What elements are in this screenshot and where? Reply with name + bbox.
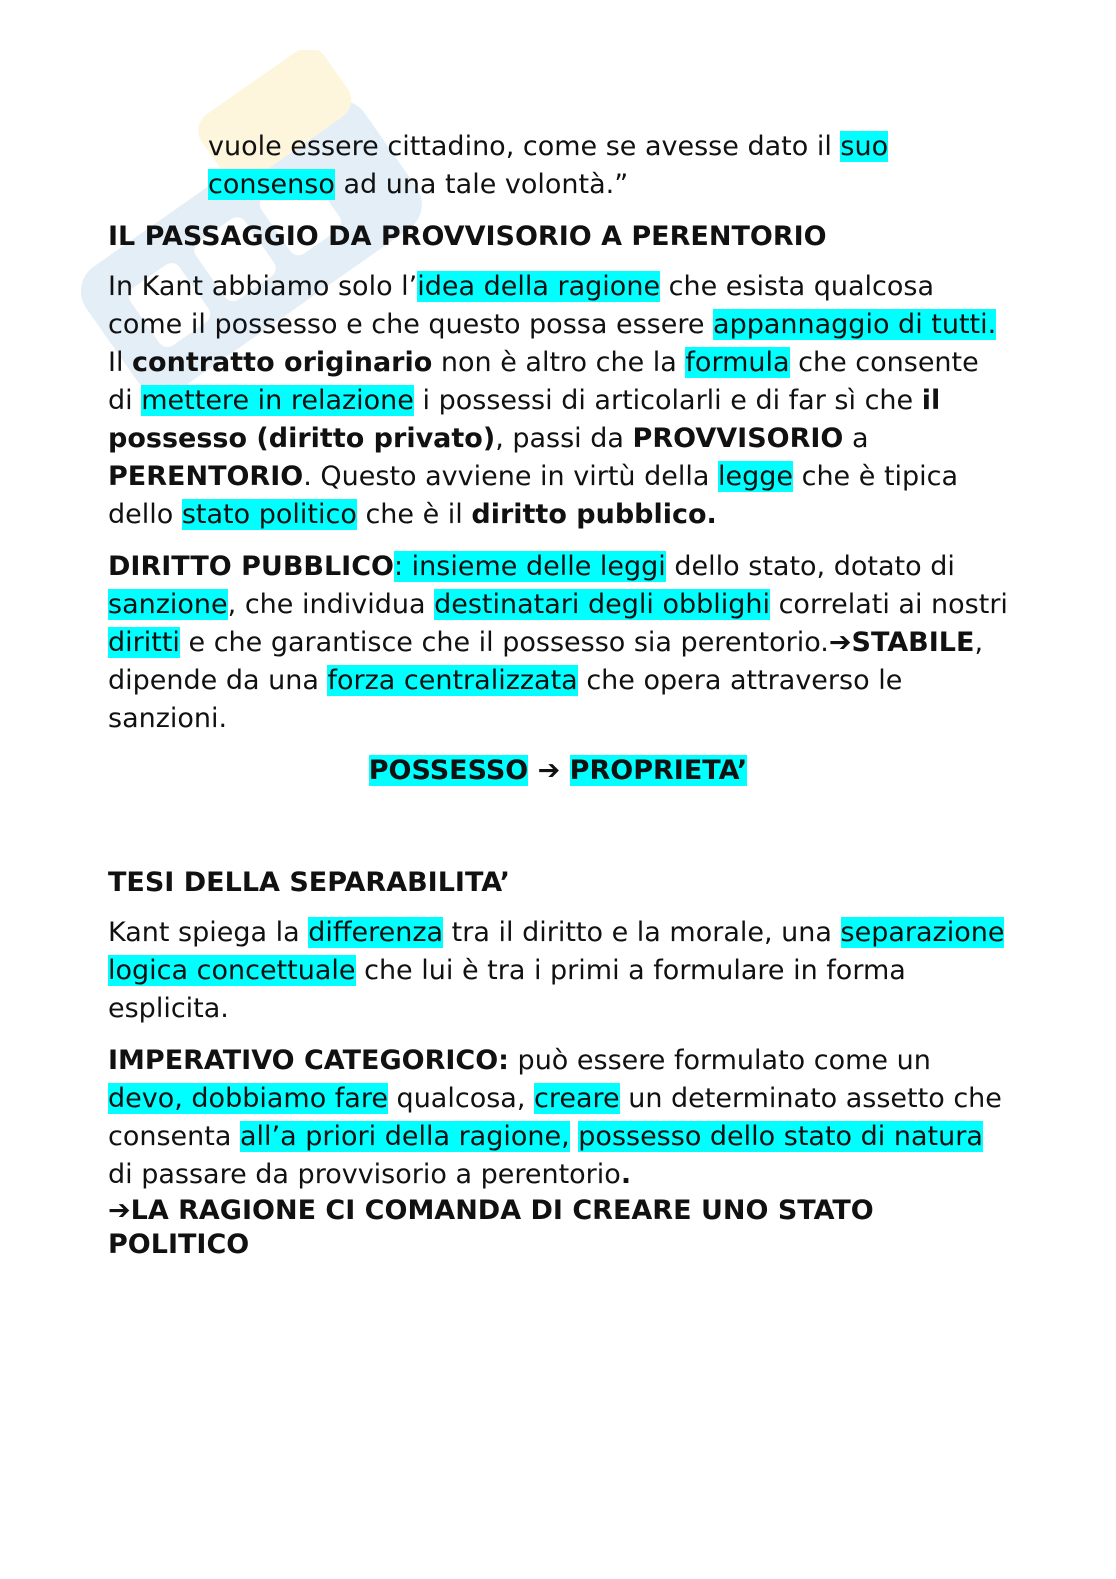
paragraph: Kant spiega la differenza tra il diritto e la morale, una separazione logica concettuale che lui è tra i primi a formulare in forma esplicita. [108, 917, 1005, 1024]
highlight: : insieme delle leggi [394, 551, 666, 582]
highlight: POSSESSO [368, 755, 529, 786]
highlight: sanzione [108, 589, 228, 620]
highlight: separazione logica concettuale [108, 917, 1005, 986]
bold-term: il possesso (diritto privato) [108, 385, 941, 454]
quote-paragraph: vuole essere cittadino, come se avesse dato il suo consenso ad una tale volontà.” [208, 131, 889, 200]
highlight: differenza [308, 917, 444, 948]
highlight: PROPRIETA’ [569, 755, 748, 786]
highlight: creare [534, 1083, 620, 1114]
highlight: suo consenso [208, 131, 889, 200]
paragraph: DIRITTO PUBBLICO: insieme delle leggi dello stato, dotato di sanzione, che individua destinatari degli obblighi correlati ai nostri diritti e che garantisce che il possesso sia perentorio.➔STABILE, dipende da una forza centralizzata che opera attraverso le sanzioni. [108, 551, 1008, 734]
bold-term: DIRITTO PUBBLICO [108, 551, 394, 582]
highlight: destinatari degli obblighi [434, 589, 770, 620]
highlight: diritti [108, 627, 180, 658]
bold-term: IMPERATIVO CATEGORICO: [108, 1045, 509, 1076]
highlight: all’a priori della ragione, [239, 1121, 570, 1152]
bold-term: diritto pubblico. [471, 499, 717, 530]
highlight: legge [718, 461, 794, 492]
highlight: formula [685, 347, 790, 378]
section-heading: TESI DELLA SEPARABILITA’ [108, 867, 510, 898]
highlight: possesso dello stato di natura [578, 1121, 983, 1152]
bold-term: ➔STABILE [828, 627, 975, 658]
bold-term: PROVVISORIO [632, 423, 844, 454]
arrow-icon: ➔ [528, 755, 570, 786]
paragraph: In Kant abbiamo solo l’idea della ragione che esista qualcosa come il possesso e che questo possa essere appannaggio di tutti. Il contratto originario non è altro che la formula che consente di mettere in relazione i possessi di articolarli e di far sì che il possesso (diritto privato), passi da PROVVISORIO a PERENTORIO. Questo avviene in virtù della legge che è tipica dello stato politico che è il diritto pubblico. [108, 271, 997, 530]
document-page [108, 128, 1008, 1262]
conclusion-statement: ➔LA RAGIONE CI COMANDA DI CREARE UNO STATO POLITICO [108, 1195, 874, 1260]
bold-term: contratto originario [132, 347, 433, 378]
highlight: forza centralizzata [327, 665, 578, 696]
centered-statement [108, 752, 1008, 790]
highlight: stato politico [181, 499, 357, 530]
section-heading: IL PASSAGGIO DA PROVVISORIO A PERENTORIO [108, 221, 827, 252]
highlight: appannaggio di tutti. [713, 309, 997, 340]
paragraph: IMPERATIVO CATEGORICO: può essere formulato come un devo, dobbiamo fare qualcosa, creare un determinato assetto che consenta all’a priori della ragione, possesso dello stato di natura di passare da provvisorio a perentorio. [108, 1045, 1002, 1190]
bold-term: PERENTORIO [108, 461, 304, 492]
highlight: mettere in relazione [141, 385, 414, 416]
highlight: idea della ragione [417, 271, 661, 302]
highlight: devo, dobbiamo fare [108, 1083, 388, 1114]
